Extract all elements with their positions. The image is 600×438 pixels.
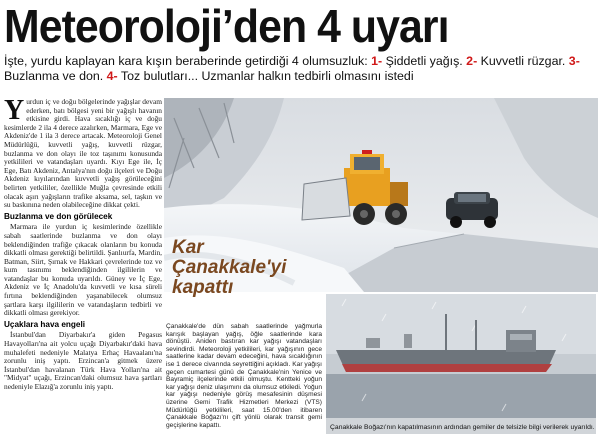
lead-number-1: 1-: [371, 54, 383, 68]
ship-photo: [326, 294, 596, 434]
lead-intro: İşte, yurdu kaplayan kara kışın beraberinde getirdiği 4 olumsuzluk:: [4, 54, 372, 68]
lead-item-4: Toz bulutları... Uzmanlar halkın tedbirli olmasını istedi: [117, 69, 414, 83]
photo1-label: Kar Çanakkale'yi kapattı: [172, 237, 287, 298]
lead-item-1: Şiddetli yağış.: [382, 54, 467, 68]
photo1-caption-text: Çanakkale'de dün sabah saatlerinde yağmurla karışık başlayan yağış, öğle saatlerinde kara dönüştü. Aniden bastıran kar yağışı vatandaşları sevindirdi. Meteoroloji yetkilileri, kar yağışının gece saatlerine kadar devam edeceğini, hava sıcaklığının ise 1 derece civarında seyrettiğini açıkladı. Kar yağışı geçen cumartesi günü de Çanakkale'nin Yenice ve Bayramiç ilçelerinde etkili olmuştu. Kentteki yoğun kar yağışı deniz ulaşımını da olumsuz etkiledi. Yoğun kar yağışı nedeniyle görüş mesafesinin düşmesi üzerine Gemi Trafik Hizmetleri Merkezi (VTS) Müdürlüğü yetkilileri, saat 15.00'den itibaren Çanakkale Boğazı'nı çift yönlü olarak transit gemi geçişlerine kapattı.: [166, 323, 322, 429]
drop-cap: Y: [4, 98, 25, 126]
lead-number-4: 4-: [106, 69, 118, 83]
subheading-ice: Buzlanma ve don görülecek: [4, 211, 113, 221]
lead-item-3: Buzlanma ve don.: [4, 69, 107, 83]
headline: Meteoroloji’den 4 uyarı: [4, 0, 449, 52]
article-paragraph-3: İstanbul'dan Diyarbakır'a giden Pegasus Havayolları'na ait yolcu uçağı Diyarbakır'daki hava muhalefeti nedeniyle Malatya Erhaç Havaalanı'na zorunlu iniş yaptı. Erzincan'a gitmek üzere İstanbul'dan havalanan Türk Hava Yolları'na ait "Midyat" uçağı, Erzincan'daki olumsuz hava şartları nedeniyle Elazığ'a zorunlu iniş yaptı.: [4, 330, 162, 391]
article-paragraph-1-text: urdun iç ve doğu bölgelerinde yağışlar devam ederken, batı bölgesi yeni bir yağışlı havanın etkisine girdi. Hava sıcaklığı iç ve doğu kesimlerde 2 ila 4 derece azalırken, Marmara, Ege ve Akdeniz'de 1 ila 3 derece artacak. Meteoroloji Genel Müdürlüğü, kuvvetli yağış, kuvvetli rüzgar, buzlanma ve don olayı ile toz taşınımı konusunda yetkilileri ve vatandaşları uyardı. Kıyı Ege ile, İç Ege, Batı Akdeniz, Antalya'nın doğu ilçeleri ve Doğu Akdeniz kıyılarından kuvvetli yağış görüleceğini belirten yetkililer, özellikle Muğla çevresinde etkili olacak aşırı yağışların trafike aksama, sel, taşkın ve su baskınına neden olabileceğine dikkat çekti.: [4, 98, 162, 210]
photo2-caption: Çanakkale Boğazı'nın kapatılmasının ardından gemiler de telsizle bilgi verilerek uyarıldı.: [330, 424, 595, 431]
subheading-flights: Uçaklara hava engeli: [4, 319, 86, 329]
article-column: [4, 98, 162, 436]
lead-number-3: 3-: [568, 54, 580, 68]
article-paragraph-1: [4, 98, 162, 210]
lead-item-2: Kuvvetli rüzgar.: [477, 54, 569, 68]
lead-paragraph: [4, 54, 596, 84]
article-paragraph-2: Marmara ile yurdun iç kesimlerinde özellikle sabah saatlerinde buzlanma ve don olayı beklendiğinden trafiğe çıkacak olanların bu konuda dikkatli olması gerektiği belirtildi. Şanlıurfa, Mardin, Batman, Siirt, Şırnak ve Hakkari çevrelerinde toz ve kum tasınımı beklendiğinden ilgililerin ve vatandaşlar bu konuda uyarıldı. Güney ve İç Ege, Akdeniz ve İç Anadolu'da kuvvetli ve kısa süreli fırtına beklendiğinden yaşanabilecek olumsuz şartlara karşı ilgililerin ve vatandaşların tedbirli ve dikkatli olması gerekiyor.: [4, 222, 162, 318]
lead-number-2: 2-: [466, 54, 478, 68]
